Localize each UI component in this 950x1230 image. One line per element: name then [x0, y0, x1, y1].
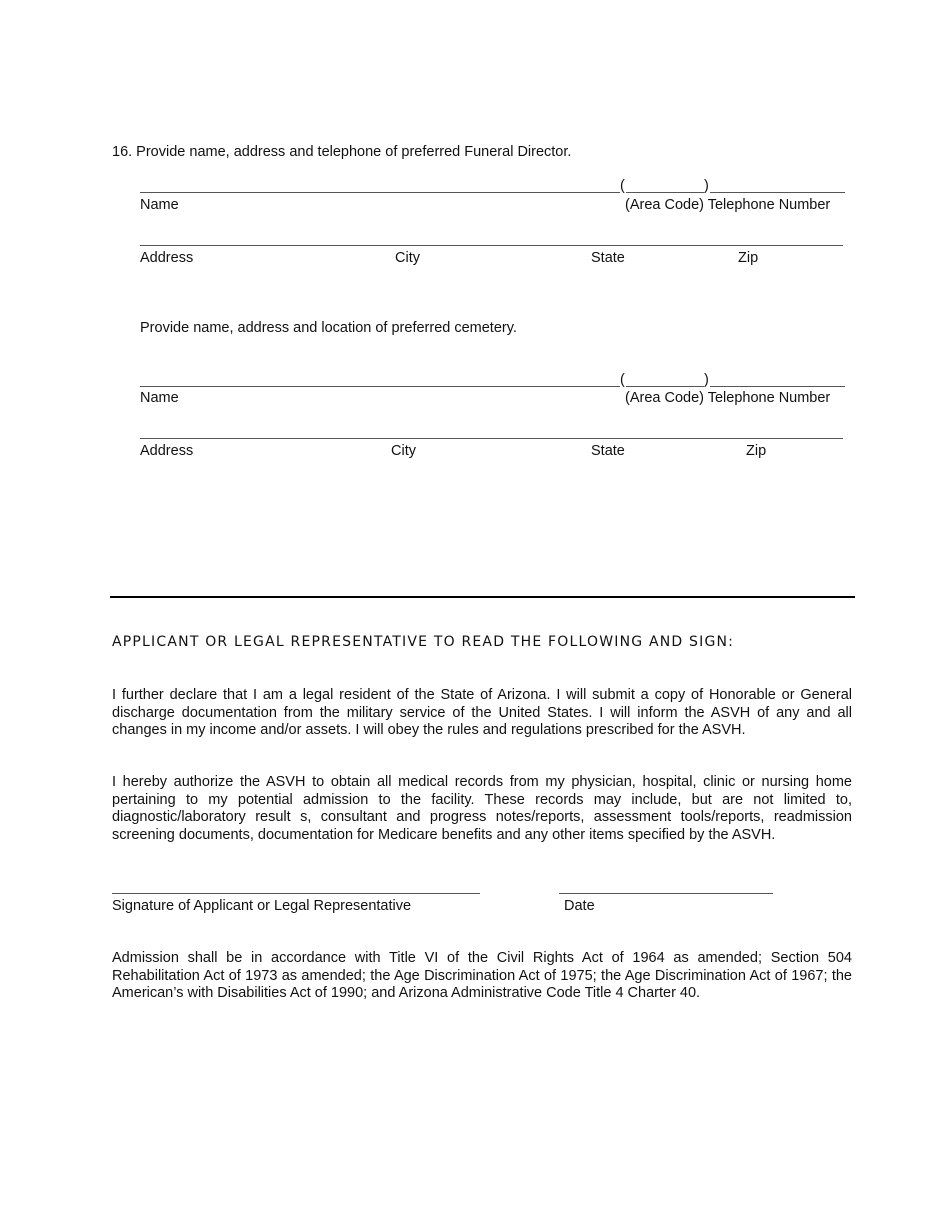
area-code-close-paren: ) — [704, 372, 709, 388]
funeral-city-label: City — [395, 250, 420, 266]
area-code-open-paren: ( — [620, 178, 625, 194]
cemetery-address-field[interactable] — [140, 438, 843, 439]
funeral-state-label: State — [591, 250, 625, 266]
area-code-close-paren: ) — [704, 178, 709, 194]
declaration-heading: APPLICANT OR LEGAL REPRESENTATIVE TO READ THE FOLLOWING AND SIGN: — [112, 634, 735, 650]
section-divider — [110, 596, 855, 598]
funeral-phone-field[interactable] — [710, 192, 845, 193]
cemetery-state-label: State — [591, 443, 625, 459]
cemetery-name-field[interactable] — [140, 386, 620, 387]
signature-label: Signature of Applicant or Legal Representative — [112, 898, 412, 914]
signature-field[interactable] — [112, 893, 480, 894]
cemetery-name-label: Name — [140, 390, 179, 406]
cemetery-phone-label: (Area Code) Telephone Number — [625, 390, 831, 406]
funeral-address-label: Address — [140, 250, 194, 266]
date-label: Date — [564, 898, 595, 914]
date-field[interactable] — [559, 893, 773, 894]
records-authorization-paragraph: I hereby authorize the ASVH to obtain all medical records from my physician, hospital, clinic or nursing home pertaining to my potential admission to the facility. These records may include, but are not limited to, diagnostic/laboratory result s, consultant and progress notes/reports, assessment tools/reports, readmission screening documents, documentation for Medicare benefits and any other items specified by the ASVH. — [112, 774, 852, 843]
cemetery-zip-label: Zip — [746, 443, 767, 459]
civil-rights-paragraph: Admission shall be in accordance with Title VI of the Civil Rights Act of 1964 as amended; Section 504 Rehabilitation Act of 1973 as amended; the Age Discrimination Act of 1975; the Age Discrimination Act of 1967; the American’s with Disabilities Act of 1990; and Arizona Administrative Code Title 4 Charter 40. — [112, 950, 852, 1001]
funeral-zip-label: Zip — [738, 250, 759, 266]
area-code-open-paren: ( — [620, 372, 625, 388]
cemetery-phone-field[interactable] — [710, 386, 845, 387]
cemetery-area-code-field[interactable] — [626, 386, 704, 387]
funeral-address-field[interactable] — [140, 245, 843, 246]
cemetery-city-label: City — [391, 443, 416, 459]
funeral-area-code-field[interactable] — [626, 192, 704, 193]
funeral-question: 16. Provide name, address and telephone of preferred Funeral Director. — [112, 144, 572, 160]
cemetery-question: Provide name, address and location of preferred cemetery. — [140, 320, 517, 336]
cemetery-address-label: Address — [140, 443, 194, 459]
residency-paragraph: I further declare that I am a legal resident of the State of Arizona. I will submit a copy of Honorable or General discharge documentation from the military service of the United States. I will inform the ASVH of any and all changes in my income and/or assets. I will obey the rules and regulations prescribed for the ASVH. — [112, 687, 852, 738]
funeral-name-label: Name — [140, 197, 179, 213]
funeral-name-field[interactable] — [140, 192, 620, 193]
funeral-phone-label: (Area Code) Telephone Number — [625, 197, 831, 213]
